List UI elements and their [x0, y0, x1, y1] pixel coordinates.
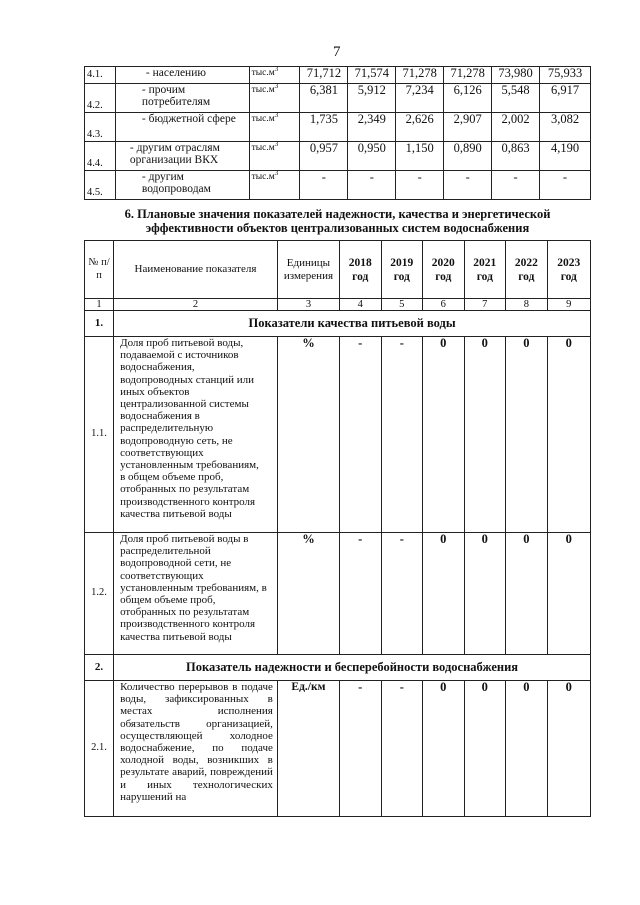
table-row	[85, 67, 591, 84]
column-number: 7	[464, 299, 506, 311]
value-cell: 0	[464, 681, 506, 817]
value-cell: 1,735	[300, 113, 348, 142]
value-cell: 73,980	[492, 67, 540, 84]
row-name: - другим отраслям организации ВКХ	[115, 142, 249, 171]
value-cell: 7,234	[396, 84, 444, 113]
header-year: 2020 год	[423, 241, 465, 299]
column-number: 4	[340, 299, 382, 311]
value-cell: 0	[423, 533, 465, 655]
value-cell: 2,349	[348, 113, 396, 142]
value-cell: -	[444, 171, 492, 200]
value-cell: 0	[423, 681, 465, 817]
value-cell: 1,150	[396, 142, 444, 171]
column-number: 9	[547, 299, 590, 311]
row-index: 4.4.	[85, 142, 116, 171]
indicator-unit: Ед./км	[277, 681, 339, 817]
header-year: 2021 год	[464, 241, 506, 299]
section-row	[85, 655, 591, 681]
value-cell: 6,381	[300, 84, 348, 113]
row-index: 2.1.	[85, 681, 114, 817]
value-cell: 6,917	[540, 84, 591, 113]
section-title-line: 6. Плановые значения показателей надежности, качества и энергетической	[124, 207, 551, 221]
row-name: - другим водопроводам	[115, 171, 249, 200]
value-cell: 0	[506, 681, 548, 817]
page-number: 7	[333, 44, 341, 60]
value-cell: -	[340, 337, 382, 533]
indicator-description: Доля проб питьевой воды в распределительной водопроводной сети, не соответствующих установленным требованиям, в общем объеме проб, отобранных по результатам производственного контроля качества питьевой воды	[114, 533, 278, 655]
value-cell: 75,933	[540, 67, 591, 84]
section-title-line: эффективности объектов централизованных систем водоснабжения	[145, 221, 530, 235]
value-cell: -	[381, 533, 423, 655]
row-unit: $тыс.м^3$	[249, 142, 300, 171]
value-cell: 71,278	[444, 67, 492, 84]
header-year: 2019 год	[381, 241, 423, 299]
section-heading: Показатели качества питьевой воды	[114, 311, 591, 337]
indicator-unit: %	[277, 337, 339, 533]
value-cell: 0	[464, 533, 506, 655]
section-heading: Показатель надежности и бесперебойности водоснабжения	[114, 655, 591, 681]
header-row	[85, 241, 591, 299]
value-cell: 0	[464, 337, 506, 533]
table-row	[85, 171, 591, 200]
value-cell: -	[396, 171, 444, 200]
column-number-row	[85, 299, 591, 311]
indicator-unit: %	[277, 533, 339, 655]
value-cell: 6,126	[444, 84, 492, 113]
value-cell: -	[492, 171, 540, 200]
table-row	[85, 533, 591, 655]
row-index: 1.1.	[85, 337, 114, 533]
row-index: 4.3.	[85, 113, 116, 142]
value-cell: 3,082	[540, 113, 591, 142]
header-num: № п/п	[85, 241, 114, 299]
indicator-description: Количество перерывов в подаче воды, зафиксированных в местах исполнения обязательств организацией, осуществляющей холодное водоснабжение, по подаче холодной воды, возникших в результате аварий, повреждений и иных технологических нарушений на	[114, 681, 278, 817]
table-row	[85, 84, 591, 113]
section-index: 2.	[85, 655, 114, 681]
table-row	[85, 681, 591, 817]
column-number: 3	[277, 299, 339, 311]
value-cell: 2,907	[444, 113, 492, 142]
header-year: 2022 год	[506, 241, 548, 299]
value-cell: 71,278	[396, 67, 444, 84]
value-cell: -	[540, 171, 591, 200]
value-cell: 0	[547, 681, 590, 817]
section-row	[85, 311, 591, 337]
column-number: 5	[381, 299, 423, 311]
column-number: 6	[423, 299, 465, 311]
column-number: 2	[114, 299, 278, 311]
value-cell: 0	[423, 337, 465, 533]
row-index: 4.1.	[85, 67, 116, 84]
row-index: 4.5.	[85, 171, 116, 200]
value-cell: -	[340, 681, 382, 817]
indicator-description: Доля проб питьевой воды, подаваемой с источников водоснабжения, водопроводных станций или иных объектов централизованной системы водоснабжения в распределительную водопроводную сеть, не соответствующих установленным требованиям, в общем объеме проб, отобранных по результатам производственного контроля качества питьевой воды	[114, 337, 278, 533]
header-unit: Единицы измерения	[277, 241, 339, 299]
value-cell: 4,190	[540, 142, 591, 171]
value-cell: 0	[506, 533, 548, 655]
indicators-table	[84, 240, 591, 817]
table-row	[85, 142, 591, 171]
row-name: - прочим потребителям	[115, 84, 249, 113]
value-cell: 0	[547, 337, 590, 533]
column-number: 1	[85, 299, 114, 311]
header-name: Наименование показателя	[114, 241, 278, 299]
value-cell: 71,574	[348, 67, 396, 84]
table-row	[85, 337, 591, 533]
value-cell: -	[381, 337, 423, 533]
value-cell: -	[381, 681, 423, 817]
table-row	[85, 113, 591, 142]
value-cell: 2,626	[396, 113, 444, 142]
value-cell: 5,548	[492, 84, 540, 113]
section-title	[84, 207, 591, 235]
row-name: - бюджетной сфере	[115, 113, 249, 142]
row-name: - населению	[115, 67, 249, 84]
column-number: 8	[506, 299, 548, 311]
row-unit: $тыс.м^3$	[249, 171, 300, 200]
value-cell: -	[340, 533, 382, 655]
value-cell: 2,002	[492, 113, 540, 142]
row-index: 1.2.	[85, 533, 114, 655]
value-cell: 5,912	[348, 84, 396, 113]
value-cell: 0,890	[444, 142, 492, 171]
row-unit: $тыс.м^3$	[249, 84, 300, 113]
row-unit: $тыс.м^3$	[249, 67, 300, 84]
row-unit: $тыс.м^3$	[249, 113, 300, 142]
value-cell: 0,950	[348, 142, 396, 171]
header-year: 2018 год	[340, 241, 382, 299]
value-cell: 71,712	[300, 67, 348, 84]
value-cell: -	[300, 171, 348, 200]
header-year: 2023 год	[547, 241, 590, 299]
consumption-table	[84, 66, 591, 200]
value-cell: 0,957	[300, 142, 348, 171]
row-index: 4.2.	[85, 84, 116, 113]
value-cell: 0	[547, 533, 590, 655]
value-cell: -	[348, 171, 396, 200]
value-cell: 0	[506, 337, 548, 533]
value-cell: 0,863	[492, 142, 540, 171]
section-index: 1.	[85, 311, 114, 337]
